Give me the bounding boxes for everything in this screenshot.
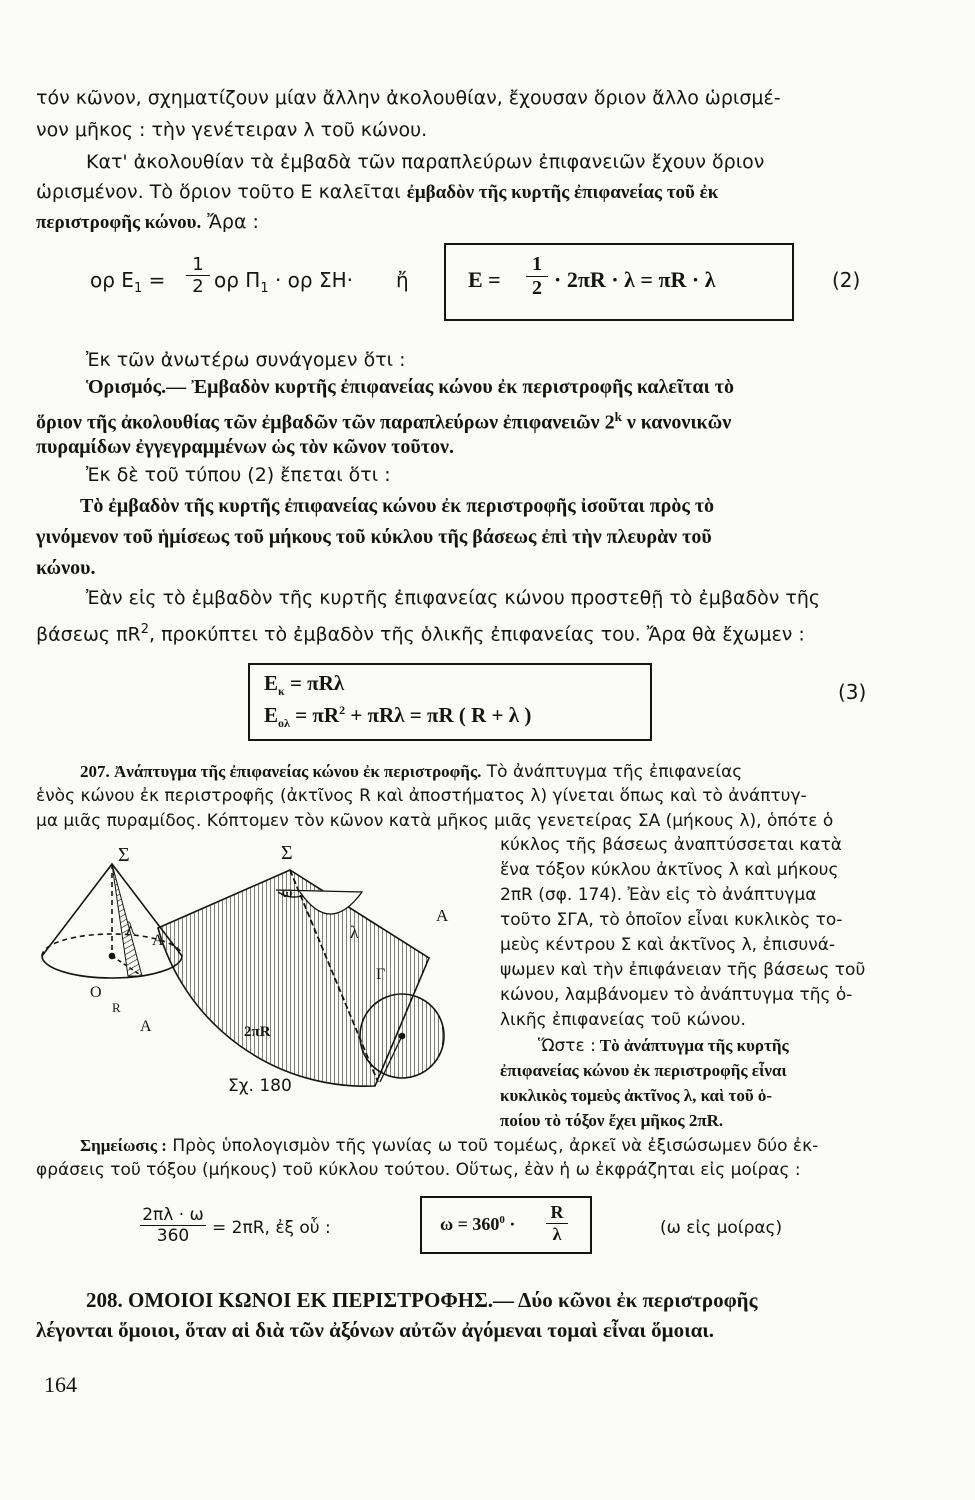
note-eq-rest: = 2πR, ἐξ οὗ : (212, 1218, 331, 1238)
intro-line-4: ὡρισμένον. Τὸ ὅριον τοῦτο Ε καλεῖται ἐμβαδὸν τῆς κυρτῆς ἐπιφανείας τοῦ ἐκ (36, 181, 719, 203)
label-a-3: Α (436, 906, 449, 925)
conclusion-line: κυκλικὸς τομεὺς ἀκτῖνος λ, καὶ τοῦ ὁ- (500, 1086, 773, 1105)
label-sigma-2: Σ (281, 842, 293, 864)
term-curved-surface-area: ἐμβαδὸν τῆς κυρτῆς ἐπιφανείας τοῦ ἐκ (406, 182, 719, 203)
conclusion-line: ποίου τὸ τόξον ἔχει μῆκος 2πR. (500, 1111, 724, 1130)
formula-3-row-1: $E_\kappa = \pi R\lambda$ (264, 671, 345, 699)
note-line-1: Σημείωσις : Πρὸς ὑπολογισμὸν τῆς γωνίας ω τοῦ τομέως, ἀρκεῖ νὰ ἐξισώσωμεν δύο ἐκ- (80, 1136, 819, 1156)
note-fraction: $\frac{2\pi\lambda \cdot \omega}{360}$ (140, 1205, 206, 1246)
label-gamma: Γ (376, 966, 386, 983)
intro-line-3: Κατ' ἀκολουθίαν τὰ ἐμβαδὰ τῶν παραπλεύρων ἐπιφανειῶν ἔχουν ὅριον (86, 151, 765, 173)
column-line: ψωμεν καὶ τὴν ἐπιφάνειαν τῆς βάσεως τοῦ (500, 960, 866, 980)
column-line: κύκλος τῆς βάσεως ἀναπτύσσεται κατὰ (500, 835, 842, 855)
label-2pir: 2πR (244, 1024, 271, 1040)
formula-2-half: $\frac{1}{2}$ (186, 254, 210, 297)
column-line: μεὺς κέντρου Σ καὶ ἀκτῖνος λ, ἐπισυνά- (500, 935, 836, 955)
consequence-line-2: γινόμενον τοῦ ἡμίσεως τοῦ μήκους τοῦ κύκλου τῆς βάσεως ἐπὶ τὴν πλευρὰν τοῦ (36, 526, 712, 548)
label-lambda-2: λ (350, 922, 359, 942)
formula-3-number: (3) (838, 680, 867, 704)
figure-180 (30, 836, 500, 1111)
column-line: λικῆς ἐπιφανείας τοῦ κώνου. (500, 1010, 746, 1030)
section-207-title: Ἀνάπτυγμα τῆς ἐπιφανείας κώνου ἐκ περιστροφῆς. (114, 762, 482, 781)
label-sigma-1: Σ (118, 844, 130, 866)
consequence-line-3: κώνου. (36, 557, 96, 579)
definition-line-1: Ὁρισμός.— Ἐμβαδὸν κυρτῆς ἐπιφανείας κώνου ἐκ περιστροφῆς καλεῖται τὸ (86, 376, 734, 398)
column-line: τοῦτο ΣΓΑ, τὸ ὁποῖον εἶναι κυκλικὸς το- (500, 910, 843, 930)
formula-2-left: ορ $E_1$ = (90, 268, 166, 296)
formula-2-left-rest: ορ $\Pi_1 \cdot o\rho$ ΣΗ· (214, 268, 354, 296)
column-line: 2πR (σφ. 174). Ἐὰν εἰς τὸ ἀνάπτυγμα (500, 885, 817, 905)
cone-drawing (42, 864, 182, 978)
total-line-1: Ἐὰν εἰς τὸ ἐμβαδὸν τῆς κυρτῆς ἐπιφανείας κώνου προστεθῇ τὸ ἐμβαδὸν τῆς (86, 587, 821, 609)
section-207-line-2: ἑνὸς κώνου ἐκ περιστροφῆς (ἀκτῖνος R καὶ ἀποστήματος λ) γίνεται ὅπως καὶ τὸ ἀνάπτυγ- (36, 786, 807, 806)
section-208-line-1: 208. ΟΜΟΙΟΙ ΚΩΝΟΙ ΕΚ ΠΕΡΙΣΤΡΟΦΗΣ.— Δύο κῶνοι ἐκ περιστροφῆς (86, 1288, 758, 1312)
formula-2-box: Ε = $\frac{1}{2}$ · 2πR · λ = πR · λ (444, 243, 794, 321)
label-r: R (112, 1000, 121, 1015)
section-207-line-1: 207. Ἀνάπτυγμα τῆς ἐπιφανείας κώνου ἐκ περιστροφῆς. Τὸ ἀνάπτυγμα τῆς ἐπιφανείας (80, 762, 743, 782)
formula-3-row-2: $E_{o\lambda} = \pi R^2 + \pi R\lambda = \pi R$ ( R + λ ) (264, 703, 532, 731)
conclusion-line: ἐπιφανείας κώνου ἐκ περιστροφῆς εἶναι (500, 1061, 787, 1080)
formula-2-or: ἤ (396, 268, 409, 292)
definition-line-2: ὅριον τῆς ἀκολουθίας τῶν ἐμβαδῶν τῶν παραπλεύρων ἐπιφανειῶν 2$^k$ ν κανονικῶν (36, 409, 732, 434)
column-line: κώνου, λαμβάνομεν τὸ ἀνάπτυγμα τῆς ὁ- (500, 985, 853, 1005)
section-207-line-3: μα μιᾶς πυραμίδος. Κόπτομεν τὸν κῶνον κατὰ μῆκος μιᾶς γενετείρας ΣΑ (μήκους λ), ὁπότε ὁ (36, 811, 834, 831)
development-drawing (158, 870, 444, 1086)
conclusion-line-1: Ὥστε : Τὸ ἀνάπτυγμα τῆς κυρτῆς (538, 1036, 789, 1056)
figure-caption: Σχ. 180 (228, 1076, 292, 1096)
page-number: 164 (44, 1372, 77, 1397)
definition-line-3: πυραμίδων ἐγγεγραμμένων ὡς τὸν κῶνον τοῦτον. (36, 436, 454, 458)
label-omega: ω (282, 884, 293, 901)
consequence-intro: Ἐκ δὲ τοῦ τύπου (2) ἔπεται ὅτι : (86, 464, 391, 486)
consequence-line-1: Τὸ ἐμβαδὸν τῆς κυρτῆς ἐπιφανείας κώνου ἐκ περιστροφῆς ἰσοῦται πρὸς τὸ (80, 495, 715, 517)
label-a-1: Α (152, 932, 164, 949)
label-lambda-1: λ (126, 918, 135, 938)
formula-3-box (248, 663, 652, 741)
note-tail: (ω εἰς μοίρας) (660, 1218, 783, 1238)
intro-line-5: περιστροφῆς κώνου. Ἄρα : (36, 211, 259, 233)
note-result-box: $\omega = 360^0$ · $\frac{R}{\lambda}$ (420, 1196, 592, 1254)
column-line: ἕνα τόξον κύκλου ἀκτῖνος λ καὶ μήκους (500, 860, 839, 880)
note-line-2: φράσεις τοῦ τόξου (μήκους) τοῦ κύκλου τούτου. Οὕτως, ἐὰν ἡ ω ἐκφράζηται εἰς μοίρας : (36, 1160, 801, 1180)
label-a-2: Α (140, 1018, 152, 1035)
intro-line-1: τόν κῶνον, σχηματίζουν μίαν ἄλλην ἀκολουθίαν, ἔχουσαν ὅριον ἄλλο ὡρισμέ- (36, 87, 781, 109)
section-208-line-2: λέγονται ὅμοιοι, ὅταν αἱ διὰ τῶν ἀξόνων αὐτῶν ἀγόμεναι τομαὶ εἶναι ὅμοιαι. (36, 1318, 715, 1342)
formula-2-number: (2) (832, 268, 861, 292)
total-line-2: βάσεως $\pi R^2$, προκύπτει τὸ ἐμβαδὸν τῆς ὁλικῆς ἐπιφανείας του. Ἄρα θὰ ἔχωμεν : (36, 622, 805, 646)
label-o: Ο (90, 984, 102, 1001)
section-208-title: 208. ΟΜΟΙΟΙ ΚΩΝΟΙ ΕΚ ΠΕΡΙΣΤΡΟΦΗΣ.— (86, 1288, 515, 1312)
summary-line: Ἐκ τῶν ἀνωτέρω συνάγομεν ὅτι : (86, 349, 406, 371)
intro-line-2: νον μῆκος : τὴν γενέτειραν λ τοῦ κώνου. (36, 119, 428, 141)
